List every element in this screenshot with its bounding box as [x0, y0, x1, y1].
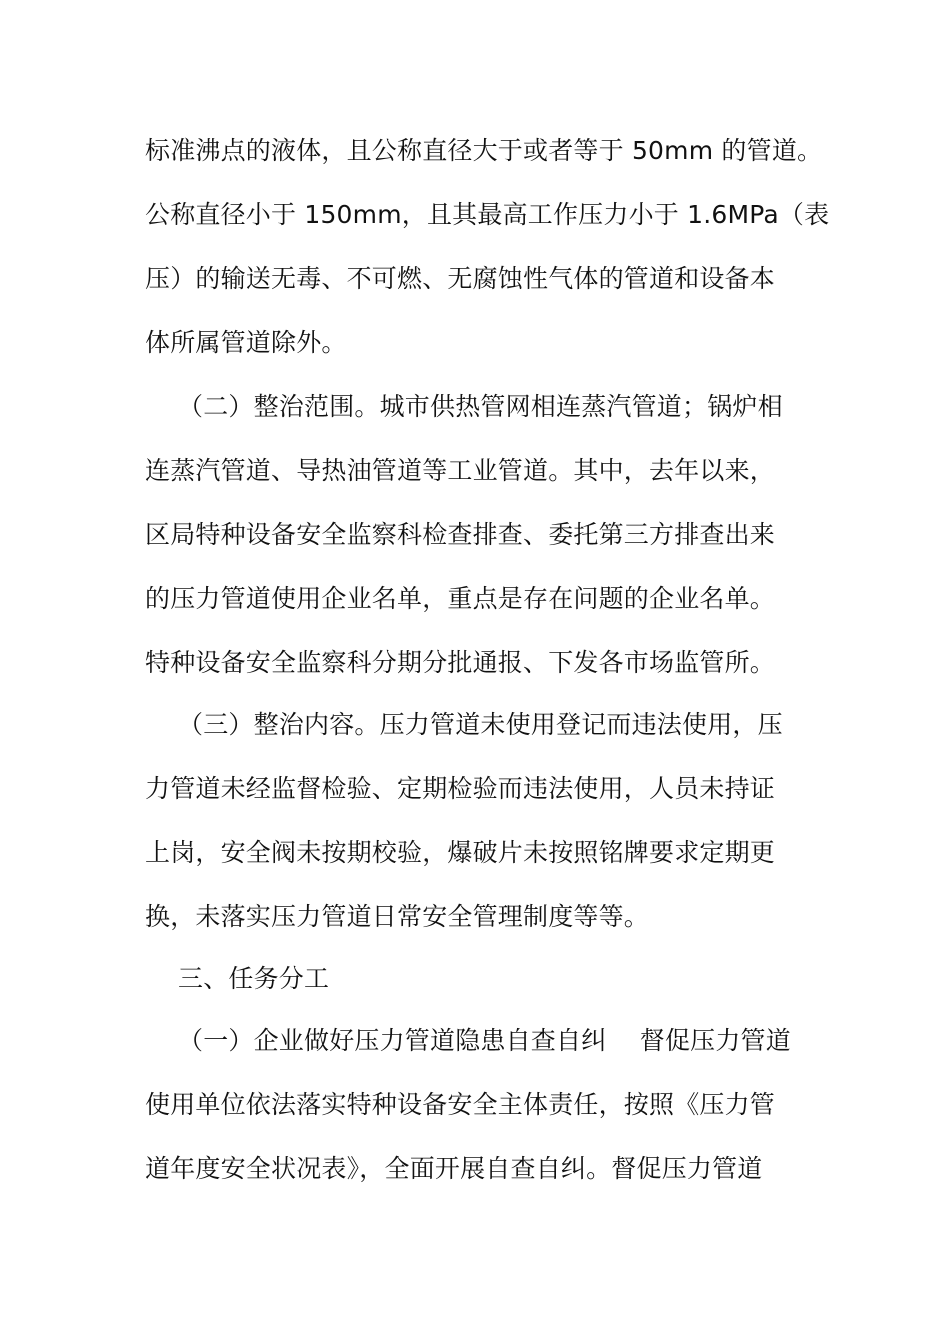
- paragraph-line: 区局特种设备安全监察科检查排查、委托第三方排查出来: [145, 520, 776, 549]
- paragraph-line: 体所属管道除外。: [145, 328, 347, 357]
- paragraph-line: 压）的输送无毒、不可燃、无腐蚀性气体的管道和设备本: [145, 264, 776, 293]
- paragraph-line: 道年度安全状况表》，全面开展自查自纠。督促压力管道: [145, 1154, 763, 1183]
- paragraph-line: 公称直径小于 150mm，且其最高工作压力小于 1.6MPa（表: [145, 200, 830, 229]
- paragraph-line: （三）整治内容。压力管道未使用登记而违法使用，压: [178, 710, 783, 739]
- paragraph-line: 使用单位依法落实特种设备安全主体责任，按照《压力管: [145, 1090, 776, 1119]
- paragraph-line: 上岗，安全阀未按期校验，爆破片未按照铭牌要求定期更: [145, 838, 776, 867]
- paragraph-line: 连蒸汽管道、导热油管道等工业管道。其中，去年以来，: [145, 456, 776, 485]
- paragraph-line: 标准沸点的液体，且公称直径大于或者等于 50mm 的管道。: [145, 136, 823, 165]
- section-heading: 三、任务分工: [178, 964, 330, 993]
- paragraph-line: （二）整治范围。城市供热管网相连蒸汽管道；锅炉相: [178, 392, 783, 421]
- paragraph-line: 换，未落实压力管道日常安全管理制度等等。: [145, 902, 650, 931]
- paragraph-line: 的压力管道使用企业名单，重点是存在问题的企业名单。: [145, 584, 776, 613]
- paragraph-line: 力管道未经监督检验、定期检验而违法使用，人员未持证: [145, 774, 776, 803]
- paragraph-line: 特种设备安全监察科分期分批通报、下发各市场监管所。: [145, 648, 776, 677]
- paragraph-line: （一）企业做好压力管道隐患自查自纠 督促压力管道: [178, 1026, 791, 1055]
